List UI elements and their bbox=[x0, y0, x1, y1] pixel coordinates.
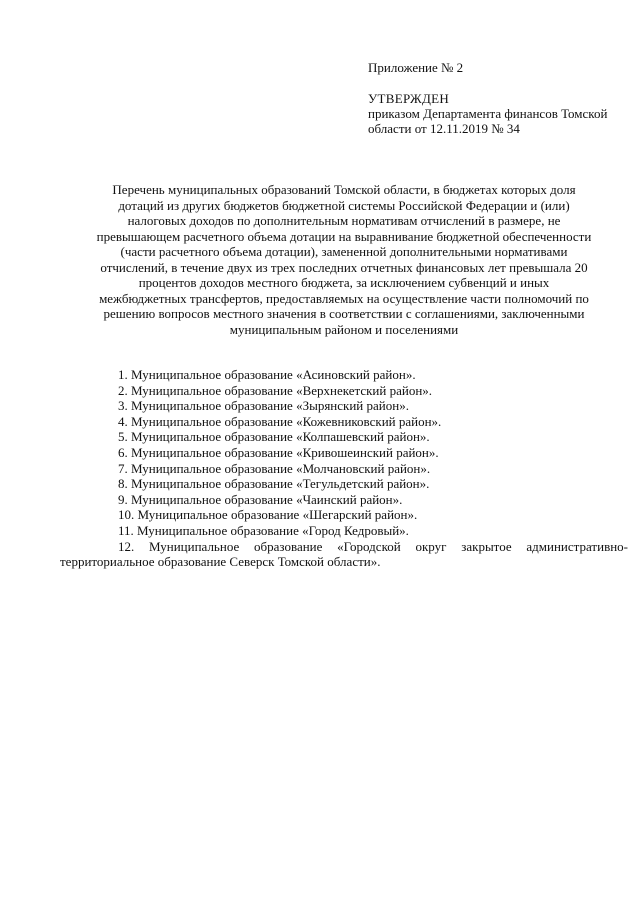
list-item: 10. Муниципальное образование «Шегарский район». bbox=[118, 507, 418, 523]
list-item: 9. Муниципальное образование «Чаинский район». bbox=[118, 491, 403, 507]
list-item: 1. Муниципальное образование «Асиновский район». bbox=[118, 367, 416, 382]
list-item: 2. Муниципальное образование «Верхнекетский район». bbox=[118, 382, 433, 398]
heading-line: (части расчетного объема дотации), замененной дополнительными нормативами bbox=[120, 244, 568, 259]
approval-block bbox=[368, 91, 630, 136]
heading-line: отчислений, в течение двух из трех последних отчетных финансовых лет превышала 20 bbox=[100, 259, 588, 275]
list-item: 12. Муниципальное образование «Городской округ закрытое административно-территориальное образование Северск Томской области». bbox=[60, 538, 628, 570]
approval-line-1: приказом Департамента финансов Томской bbox=[368, 106, 608, 121]
heading-line: межбюджетных трансфертов, предоставляемых на осуществление части полномочий по bbox=[99, 290, 589, 306]
heading-line: превышающем расчетного объема дотации на выравнивание бюджетной обеспеченности bbox=[96, 228, 592, 244]
list-item: 5. Муниципальное образование «Колпашевский район». bbox=[118, 429, 430, 445]
list-item: 7. Муниципальное образование «Молчановский район». bbox=[118, 460, 431, 476]
heading-line: дотаций из других бюджетов бюджетной системы Российской Федерации и (или) bbox=[118, 197, 570, 213]
heading-line: налоговых доходов по дополнительным нормативам отчислений в размере, не bbox=[127, 213, 561, 228]
document-heading bbox=[60, 182, 628, 337]
heading-line: решению вопросов местного значения в соответствии с соглашениями, заключенными bbox=[103, 306, 585, 321]
municipality-list bbox=[60, 367, 628, 570]
heading-line: Перечень муниципальных образований Томской области, в бюджетах которых доля bbox=[112, 182, 576, 197]
appendix-label: Приложение № 2 bbox=[368, 60, 464, 75]
heading-line: процентов доходов местного бюджета, за исключением субвенций и иных bbox=[138, 275, 550, 290]
approval-line-2: области от 12.11.2019 № 34 bbox=[368, 121, 520, 136]
list-item: 11. Муниципальное образование «Город Кедровый». bbox=[118, 522, 409, 538]
list-item: 6. Муниципальное образование «Кривошеинский район». bbox=[118, 444, 439, 460]
list-item: 8. Муниципальное образование «Тегульдетский район». bbox=[118, 476, 430, 492]
list-item: 4. Муниципальное образование «Кожевниковский район». bbox=[118, 413, 442, 429]
heading-line: муниципальным районом и поселениями bbox=[229, 321, 459, 337]
approval-title: УТВЕРЖДЕН bbox=[368, 91, 450, 106]
list-item: 3. Муниципальное образование «Зырянский район». bbox=[118, 398, 409, 414]
